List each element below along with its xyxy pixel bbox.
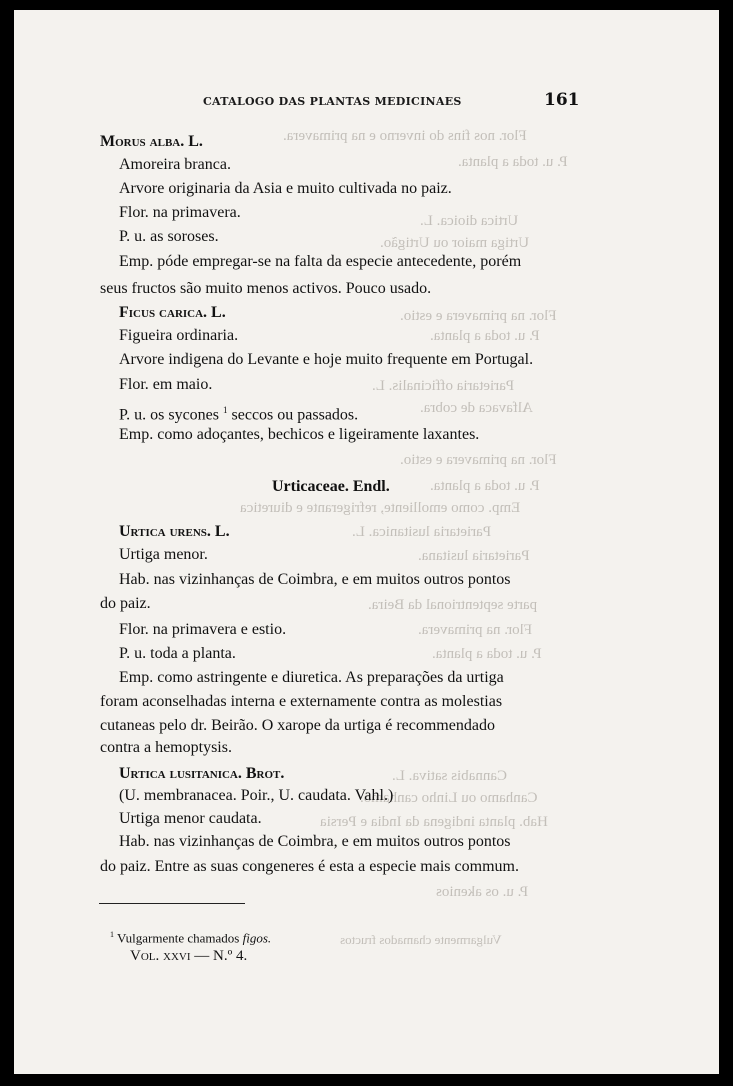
footnote-text: Vulgarmente chamados <box>117 930 240 946</box>
text-line: Emp. como astringente e diuretica. As preparações da urtiga <box>119 669 504 686</box>
show-through-line: P. u. toda a planta. <box>430 478 540 494</box>
text-line: Arvore originaria da Asia e muito cultivada no paiz. <box>119 180 452 197</box>
show-through-line: Hab. planta indigena da India e Persia <box>320 814 548 830</box>
text-line: contra a hemoptysis. <box>100 739 232 756</box>
text-line: Hab. nas vizinhanças de Coimbra, e em muitos outros pontos <box>119 833 511 850</box>
show-through-line: parte septentrional da Beira. <box>368 597 538 613</box>
show-through-line: Parietaria lusitanica. L. <box>352 524 492 540</box>
text-line: do paiz. Entre as suas congeneres é esta a especie mais commum. <box>100 858 519 875</box>
footnote-italic: figos. <box>242 930 272 946</box>
text-line: Hab. nas vizinhanças de Coimbra, e em muitos outros pontos <box>119 571 511 588</box>
text-line: Flor. em maio. <box>119 376 213 393</box>
show-through-line: Cannabis sativa. L. <box>392 768 507 784</box>
species-heading: Urtica lusitanica. Brot. <box>119 765 285 782</box>
show-through-line: Parietaria officinalis. L. <box>372 378 515 394</box>
text-line: (U. membranacea. Poir., U. caudata. Vahl.) <box>119 787 394 804</box>
text-line <box>119 400 358 425</box>
text-line: P. u. as soroses. <box>119 228 219 245</box>
text-line: Flor. na primavera. <box>119 204 241 221</box>
show-through-line: Vulgarmente chamados fructos <box>340 932 502 947</box>
family-heading: Urticaceae. Endl. <box>272 478 390 495</box>
text-line: Urtiga menor caudata. <box>119 810 262 827</box>
show-through-line: Urtiga maior ou Urtigão. <box>380 235 530 251</box>
show-through-line: P. u. toda a planta. <box>432 646 542 662</box>
show-through-line: Flor. na primavera e estio. <box>400 308 557 324</box>
footnote-divider <box>99 903 245 904</box>
text-line: seus fructos são muito menos activos. Pouco usado. <box>100 280 432 297</box>
text-line: do paiz. <box>100 595 151 612</box>
text-line: foram aconselhadas interna e externamente contra as molestias <box>100 693 503 710</box>
show-through-line: Flor. na primavera e estio. <box>400 452 557 468</box>
show-through-line: Canhamo ou Linho canhamo. <box>360 790 538 806</box>
text-line: Emp. como adoçantes, bechicos e ligeiramente laxantes. <box>119 426 480 443</box>
species-heading: Morus alba. L. <box>100 133 203 150</box>
show-through-line: P. u. os akenios <box>436 884 529 900</box>
text-line: Emp. póde empregar-se na falta da especie antecedente, porém <box>119 253 522 270</box>
text-line: Figueira ordinaria. <box>119 327 239 344</box>
footnote-mark: 1 <box>110 930 114 939</box>
volume-signature: Vol. xxvi — N.º 4. <box>130 948 248 964</box>
show-through-line: Flor. nos fins do inverno e na primavera. <box>283 128 527 144</box>
footnote-ref: 1 <box>223 405 228 415</box>
show-through-line: P. u. toda a planta. <box>430 328 540 344</box>
footnote <box>110 930 271 946</box>
show-through-line: P. u. toda a planta. <box>458 154 568 170</box>
page-number: 161 <box>544 90 580 110</box>
show-through-line: Alfavaca de cobra. <box>420 400 533 416</box>
show-through-line: Urtica dioica. L. <box>420 213 519 229</box>
text-line: cutaneas pelo dr. Beirão. O xarope da urtiga é recommendado <box>100 717 495 734</box>
text-span: seccos ou passados. <box>231 406 359 424</box>
text-line: P. u. toda a planta. <box>119 645 236 662</box>
text-line: Flor. na primavera e estio. <box>119 621 287 638</box>
show-through-line: Flor. na primavera. <box>418 622 533 638</box>
text-line: Amoreira branca. <box>119 156 231 173</box>
text-span: P. u. os sycones <box>119 406 220 424</box>
running-header: CATALOGO DAS PLANTAS MEDICINAES <box>203 95 462 108</box>
text-line: Arvore indigena do Levante e hoje muito frequente em Portugal. <box>119 351 534 368</box>
species-heading: Ficus carica. L. <box>119 304 226 321</box>
text-line: Urtiga menor. <box>119 546 208 563</box>
show-through-line: Parietaria lusitana. <box>418 548 530 564</box>
species-heading: Urtica urens. L. <box>119 523 230 540</box>
show-through-line: Emp. como emolliente, refrigerante e diuretica <box>240 500 521 516</box>
